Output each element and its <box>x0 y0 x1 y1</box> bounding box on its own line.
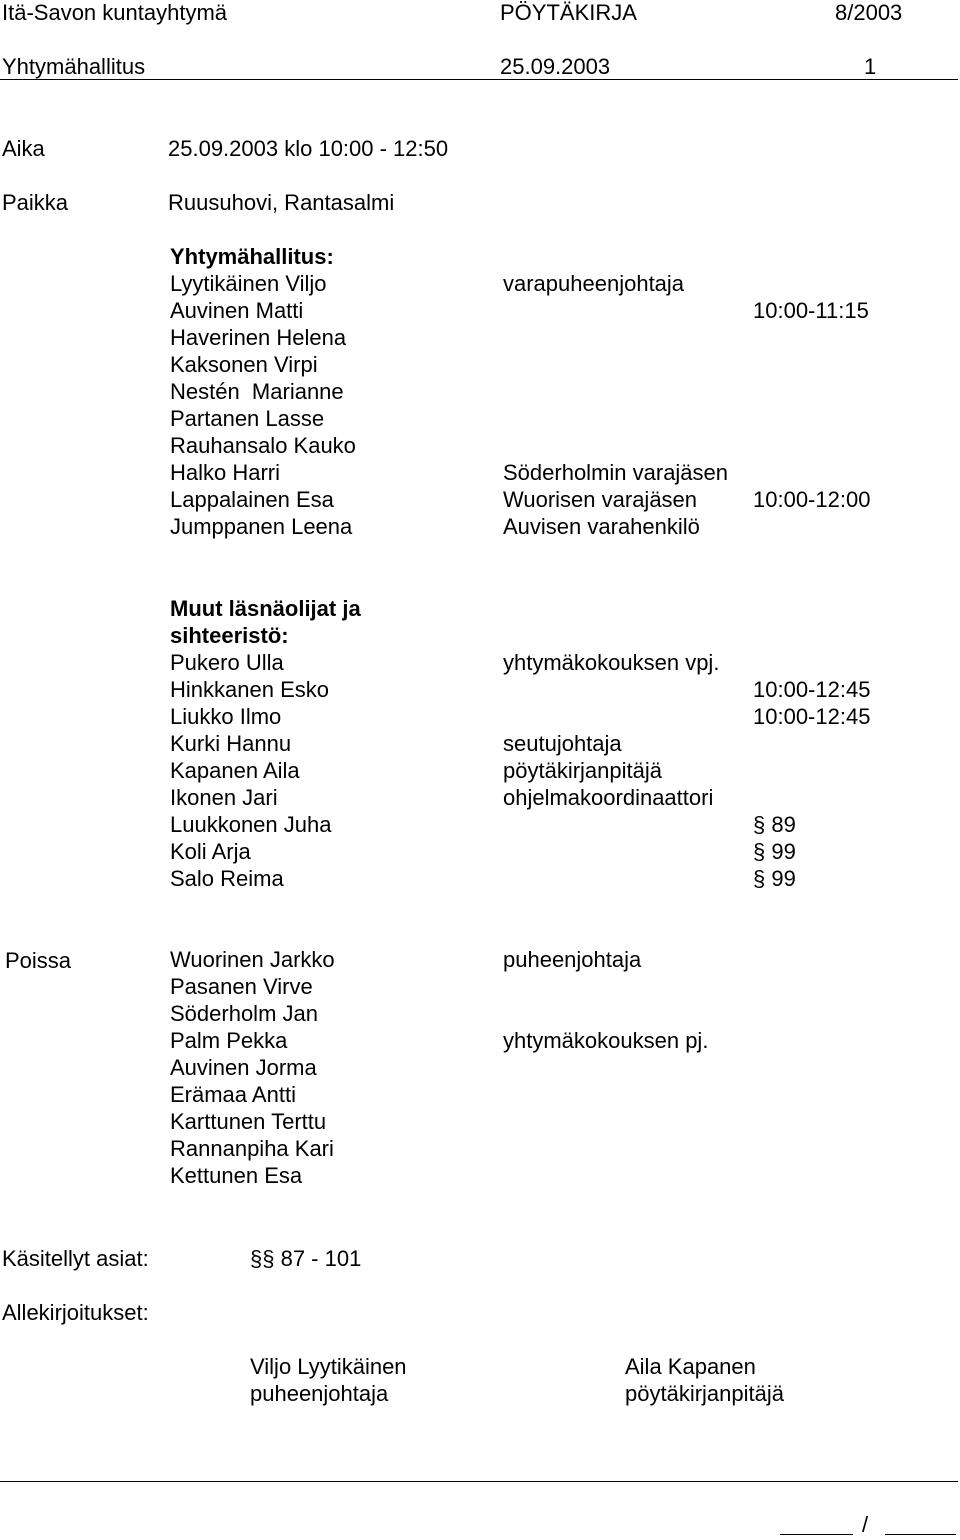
initials-slash: / <box>862 1512 869 1537</box>
list-item <box>0 378 960 405</box>
member-name: Partanen Lasse <box>170 406 325 431</box>
member-name: Hinkkanen Esko <box>170 677 329 702</box>
member-name: Kaksonen Virpi <box>170 352 318 377</box>
member-name: Pasanen Virve <box>170 974 313 999</box>
member-role: puheenjohtaja <box>503 947 642 972</box>
list-item <box>0 1108 960 1135</box>
list-item <box>0 838 960 865</box>
member-time: 10:00-12:45 <box>753 677 871 702</box>
signatures-label: Allekirjoitukset: <box>2 1300 149 1325</box>
member-name: Erämaa Antti <box>170 1082 296 1107</box>
list-item <box>0 1027 960 1054</box>
list-item <box>0 1135 960 1162</box>
signer-right-name: Aila Kapanen <box>625 1354 756 1379</box>
member-name: Ikonen Jari <box>170 785 278 810</box>
member-name: Karttunen Terttu <box>170 1109 327 1134</box>
time-value: 25.09.2003 klo 10:00 - 12:50 <box>168 136 449 161</box>
member-name: Koli Arja <box>170 839 251 864</box>
list-item <box>0 297 960 324</box>
list-item <box>0 1054 960 1081</box>
member-role: Söderholmin varajäsen <box>503 460 729 485</box>
member-role: Wuorisen varajäsen <box>503 487 698 512</box>
member-name: Nestén Marianne <box>170 379 344 404</box>
member-name: Jumppanen Leena <box>170 514 353 539</box>
member-name: Pukero Ulla <box>170 650 284 675</box>
handled-label: Käsitellyt asiat: <box>2 1246 149 1271</box>
time-label: Aika <box>2 136 45 161</box>
member-name: Rauhansalo Kauko <box>170 433 356 458</box>
place-label: Paikka <box>2 190 69 215</box>
member-name: Liukko Ilmo <box>170 704 282 729</box>
member-name: Haverinen Helena <box>170 325 347 350</box>
member-role: yhtymäkokouksen pj. <box>503 1028 709 1053</box>
list-item <box>0 757 960 784</box>
member-role: Auvisen varahenkilö <box>503 514 700 539</box>
member-role: yhtymäkokouksen vpj. <box>503 650 720 675</box>
signer-right-role: pöytäkirjanpitäjä <box>625 1381 784 1406</box>
signer-left-role: puheenjohtaja <box>250 1381 389 1406</box>
footer-divider <box>0 1481 958 1482</box>
list-item <box>0 865 960 892</box>
member-time: 10:00-12:45 <box>753 704 871 729</box>
list-item <box>0 351 960 378</box>
member-name: Luukkonen Juha <box>170 812 332 837</box>
list-item <box>0 730 960 757</box>
member-name: Lyytikäinen Viljo <box>170 271 327 296</box>
member-name: Palm Pekka <box>170 1028 288 1053</box>
place-value: Ruusuhovi, Rantasalmi <box>168 190 395 215</box>
absent-label: Poissa <box>5 948 72 973</box>
header-doc-number: 8/2003 <box>835 0 903 25</box>
others-heading-line2: sihteeristö: <box>170 623 289 648</box>
board-heading: Yhtymähallitus: <box>170 244 334 269</box>
header-divider <box>0 79 958 80</box>
list-item <box>0 1000 960 1027</box>
member-name: Halko Harri <box>170 460 281 485</box>
list-item <box>0 324 960 351</box>
list-item <box>0 1081 960 1108</box>
member-name: Salo Reima <box>170 866 284 891</box>
header-doc-type: PÖYTÄKIRJA <box>500 0 637 25</box>
list-item <box>0 432 960 459</box>
list-item <box>0 946 960 973</box>
member-name: Auvinen Matti <box>170 298 304 323</box>
header-date: 25.09.2003 <box>500 54 611 79</box>
member-time: 10:00-11:15 <box>753 298 869 323</box>
list-item <box>0 270 960 297</box>
member-name: Kapanen Aila <box>170 758 300 783</box>
member-role: varapuheenjohtaja <box>503 271 685 296</box>
list-item <box>0 811 960 838</box>
header-org: Itä-Savon kuntayhtymä <box>2 0 228 25</box>
member-name: Wuorinen Jarkko <box>170 947 335 972</box>
initials-line-left <box>780 1534 853 1535</box>
header-page-number: 1 <box>864 54 877 79</box>
list-item <box>0 973 960 1000</box>
list-item <box>0 405 960 432</box>
member-time: § 99 <box>753 866 796 891</box>
member-role: seutujohtaja <box>503 731 622 756</box>
list-item <box>0 649 960 676</box>
member-name: Kurki Hannu <box>170 731 292 756</box>
list-item <box>0 676 960 703</box>
initials-line-right <box>885 1534 956 1535</box>
list-item <box>0 1162 960 1189</box>
list-item <box>0 513 960 540</box>
others-heading-line1: Muut läsnäolijat ja <box>170 596 361 621</box>
member-time: § 89 <box>753 812 796 837</box>
member-time: § 99 <box>753 839 796 864</box>
member-name: Kettunen Esa <box>170 1163 303 1188</box>
member-name: Lappalainen Esa <box>170 487 334 512</box>
list-item <box>0 486 960 513</box>
member-role: pöytäkirjanpitäjä <box>503 758 662 783</box>
member-name: Söderholm Jan <box>170 1001 318 1026</box>
signer-left-name: Viljo Lyytikäinen <box>250 1354 407 1379</box>
member-time: 10:00-12:00 <box>753 487 871 512</box>
handled-value: §§ 87 - 101 <box>250 1246 362 1271</box>
member-name: Rannanpiha Kari <box>170 1136 334 1161</box>
member-role: ohjelmakoordinaattori <box>503 785 714 810</box>
list-item <box>0 703 960 730</box>
member-name: Auvinen Jorma <box>170 1055 317 1080</box>
header-body: Yhtymähallitus <box>2 54 146 79</box>
list-item <box>0 784 960 811</box>
list-item <box>0 459 960 486</box>
